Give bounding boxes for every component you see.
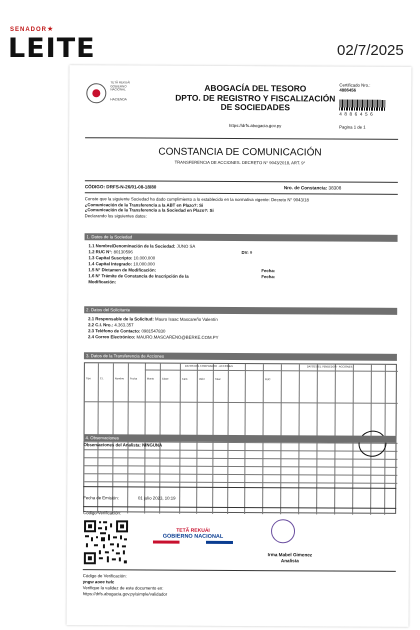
table-rule (145, 370, 398, 372)
hacienda-label: HACIENDA (110, 97, 127, 102)
gov-logo-text: TETÃ REKUÁI GOBIERNO NACIONAL (110, 80, 131, 92)
intro-line-3: ¿Comunicación de la Transferencia a la Sociedad en Plazo?: Si (84, 207, 214, 214)
star-icon: ★ (47, 26, 54, 33)
document-page (67, 65, 412, 627)
obs-label: Observaciones del Analista: (83, 442, 141, 448)
field-1-1-label: 1.1 Nombre/Denominación de la Sociedad: (88, 243, 176, 249)
certificate-box (339, 83, 370, 94)
field-2-3-value: 0981547830 (141, 328, 166, 334)
col-header-fecha: Fecha (129, 377, 138, 381)
col-header-tipo: Tipo (85, 377, 91, 381)
cert-label: Certificado Nro.: (339, 82, 371, 88)
constancia-number (284, 185, 341, 190)
company-fields (88, 243, 388, 287)
field-2-3-label: 2.3 Teléfono de Contacto: (88, 328, 141, 334)
org-url: https://drfs.abogacia.gov.py (229, 122, 282, 129)
org-title-line-1: ABOGACÍA DEL TESORO (204, 82, 307, 94)
seal-center-icon (92, 89, 100, 97)
field-2-2-value: 4.363.357 (114, 322, 134, 328)
col-header-nombre: Nombre (114, 377, 125, 381)
gobierno-nacional-logo (153, 528, 233, 544)
divider (85, 192, 398, 195)
field-1-5-label: 1.5 N° Dictamen de Modificación: (88, 267, 157, 273)
field-2-4-value: MAURO.MASCARENO@BERKE.COM.PY (136, 334, 219, 340)
col-header-clase: Clase (161, 377, 169, 381)
fecha-label-2: Fecha: (261, 274, 276, 280)
field-2-1-value: Mauro Isaac Mascareño Valentín (155, 316, 218, 322)
flag-stripe-icon (153, 541, 233, 544)
section-1-header: 1. Datos de la Sociedad (85, 233, 398, 242)
field-1-3-label: 1.3 Capital Suscripto: (88, 255, 133, 261)
section-4-header: 4. Observaciones (83, 434, 396, 443)
analyst-signature-block (245, 552, 335, 564)
table-rule (85, 401, 398, 404)
document-code: CÓDIGO: DRFS-N-26/01-08-18/80 (84, 184, 157, 190)
table-rule (84, 473, 397, 476)
verif-note: Verifique la validez de este documento en: (82, 585, 164, 591)
dv-label: DV: (241, 250, 249, 256)
table-rule (84, 481, 397, 484)
field-1-2-value: 80130596 (113, 249, 133, 255)
table-rule (84, 449, 397, 452)
emit-label: Fecha de Emisión: (83, 495, 119, 501)
field-1-6-label: 1.6 N° Trámite de Constancia de Inscripción de la (88, 273, 189, 279)
emit-value: 01 julio 2023, 10:19 (137, 495, 176, 501)
verif-url[interactable]: https://drfs.abogacia.gov.py/simple/validador (82, 591, 168, 597)
date-stamp: 02/7/2025 (337, 42, 404, 59)
field-1-3-value: 10.000.000 (133, 255, 156, 261)
divider (83, 569, 396, 572)
section-2-header: 2. Datos del Solicitante (84, 306, 397, 315)
obs-value: NINGUNA (142, 442, 163, 448)
intro-line-1: Conste que la siguiente Sociedad ha dado cumplimiento a lo establecido en la normativa vigente: Decreto N° 9043/18 (84, 196, 309, 203)
org-title (155, 84, 355, 114)
intro-line-2: ¿Comunicación de la Transferencia a la ABT en Plazo?: Si (84, 201, 204, 208)
verif-code-label-top: Código Verificación: (83, 510, 122, 516)
qr-code-icon (83, 519, 129, 565)
org-title-line-3: DE SOCIEDADES (220, 102, 290, 113)
analyst-role: Analista (280, 558, 299, 564)
fecha-label-1: Fecha: (261, 268, 276, 274)
intro-line-4: Declarando los siguientes datos: (84, 212, 147, 219)
table-rule (84, 457, 397, 460)
gov-logo-line-1: TETÃ REKUÁI (176, 527, 210, 534)
emission-date (83, 495, 175, 501)
analyst-name: Irma Mabel Gimenez (267, 552, 313, 558)
col-header-ruc: RUC (264, 378, 271, 382)
verif-code-label: Código de Verificación: (82, 573, 127, 579)
brand-small-label: SENADOR (10, 27, 48, 33)
field-1-2-label: 1.2 RUC N°: (88, 249, 113, 255)
cert-number: 4886456 (339, 87, 357, 94)
seller-group-header: DATOS DEL VENDEDOR - ACCIONES (306, 365, 353, 369)
document-title: CONSTANCIA DE COMUNICACIÓN (158, 146, 322, 159)
divider (85, 180, 398, 183)
field-2-2-label: 2.2 C.I. Nro.: (88, 322, 114, 328)
applicant-fields (88, 316, 388, 342)
barcode-icon (339, 100, 385, 111)
field-2-4-label: 2.4 Correo Electrónico: (88, 334, 136, 340)
buyer-group-header: DATOS DEL COMPRADOR - ACCIONES (184, 364, 233, 368)
col-header-cant: Cant. (181, 377, 189, 381)
col-header-total: Total (214, 377, 221, 381)
observations (83, 442, 162, 448)
page-indicator: Pagina 1 de 1 (339, 124, 366, 130)
org-title-line-2: DPTO. DE REGISTRO Y FISCALIZACIÓN (175, 92, 336, 104)
section-3-header: 3. Datos de la Transferencia de Acciones (84, 352, 397, 361)
gov-logo-line-2: GOBIERNO NACIONAL (162, 533, 224, 540)
nro-label: Nro. de Constancia: (283, 185, 328, 191)
verif-code-value: yngw aoee twlc (82, 579, 115, 585)
col-header-valor: Valor (198, 377, 205, 381)
nro-value: 38308 (328, 185, 342, 191)
dv-value: 9 (249, 250, 253, 256)
verification-block (83, 573, 383, 599)
field-2-1-label: 2.1 Responsable de la Solicitud: (88, 316, 154, 322)
field-1-4-label: 1.4 Capital Integrado: (88, 261, 133, 267)
cert-number-spaced: 4886456 (339, 111, 376, 117)
analyst-seal-icon (271, 519, 295, 543)
col-header-ci: C.I. (99, 377, 104, 381)
document-subtitle: TRANSFERENCIA DE ACCIONES. DECRETO N° 9043/2018, ART. 9° (174, 159, 306, 166)
field-1-4-value: 10.000.000 (133, 261, 155, 267)
field-1-1-value: JUNO SA (176, 243, 196, 249)
field-1-6-label-cont: Modificación: (88, 279, 117, 285)
col-header-monto: Monto (146, 377, 155, 381)
divider (85, 137, 398, 140)
intro-block (85, 196, 398, 220)
table-rule (84, 465, 397, 468)
brand-name: LEITE (8, 33, 96, 64)
